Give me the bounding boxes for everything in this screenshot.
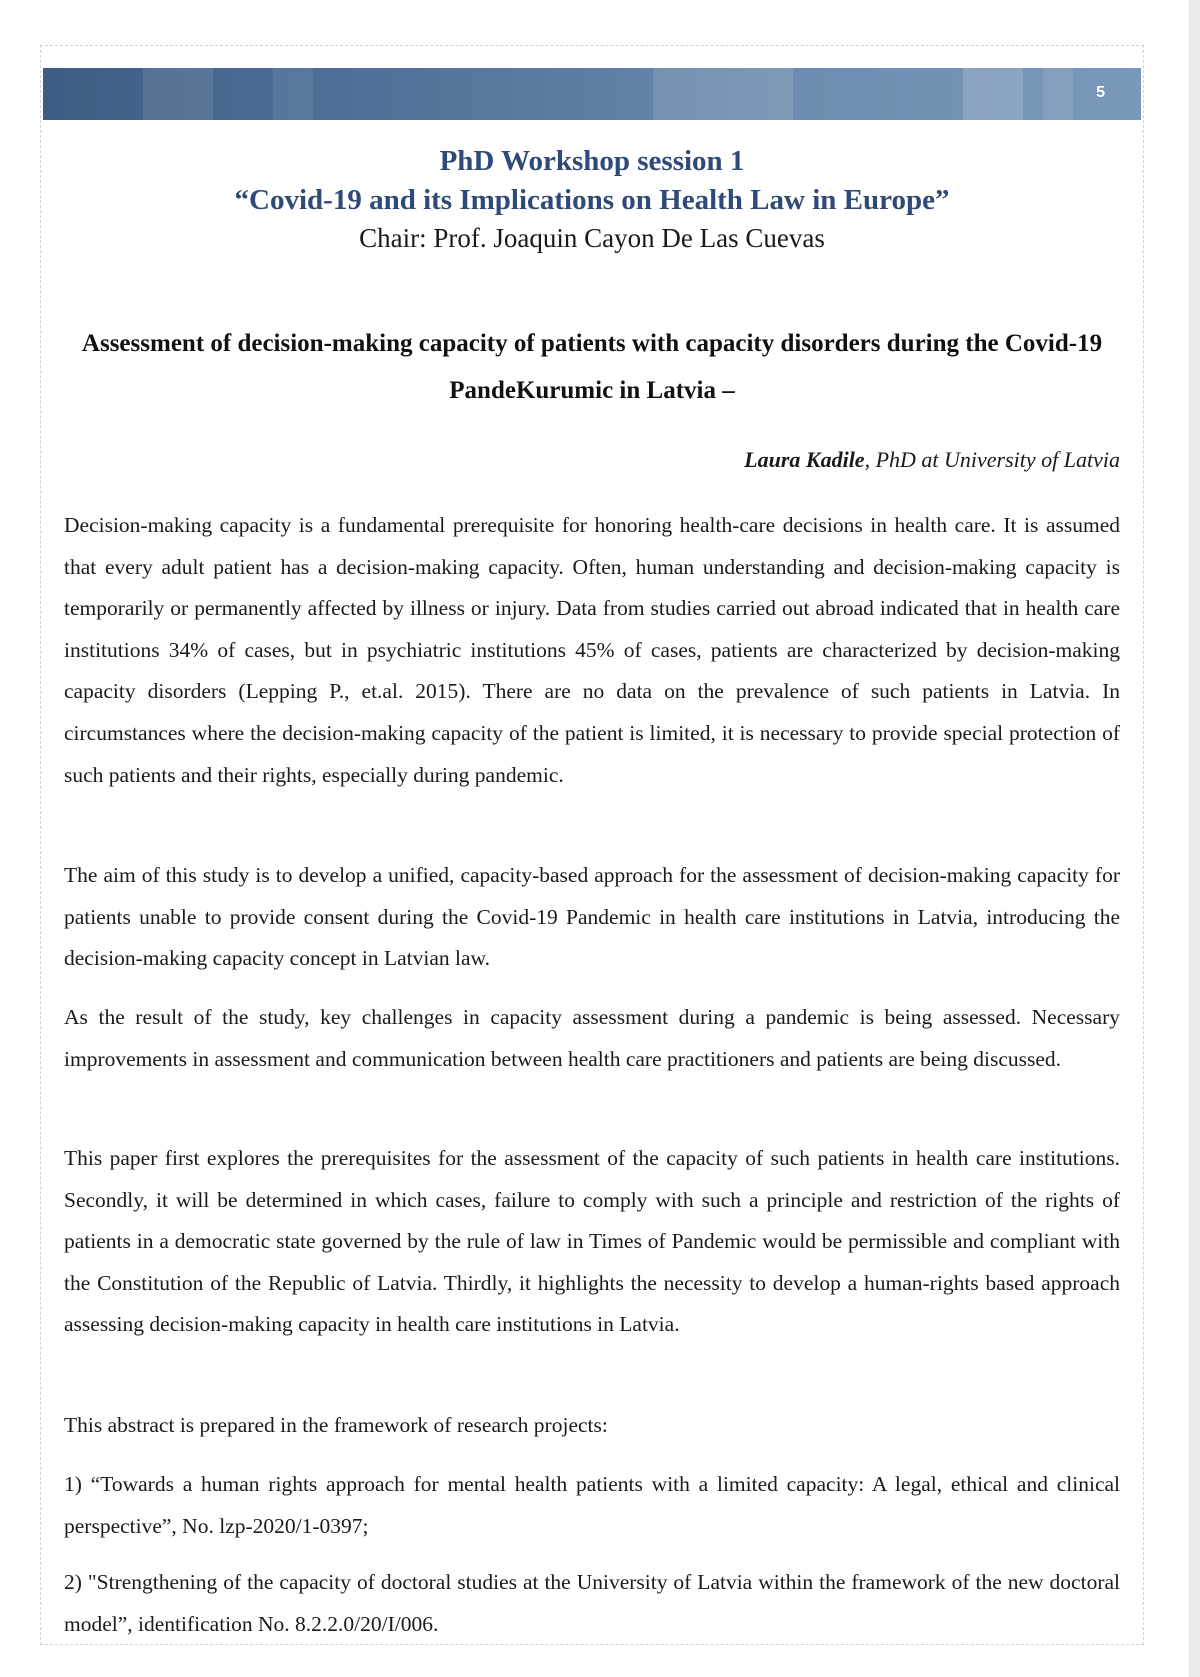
banner-decoration xyxy=(143,68,213,120)
body-paragraph: This paper first explores the prerequisites for the assessment of the capacity of such patients in health care institutions. Secondly, it will be determined in which cases, failure to comply with such a principle and restriction of the rights of patients in a democratic state governed by the rule of law in Times of Pandemic would be permissible and compliant with the Constitution of the Republic of Latvia. Thirdly, it highlights the necessity to develop a human-rights based approach assessing decision-making capacity in health care institutions in Latvia. xyxy=(64,1146,1120,1337)
page-number: 5 xyxy=(1096,84,1105,101)
session-chair: Chair: Prof. Joaquin Cayon De Las Cuevas xyxy=(359,223,825,253)
banner-decoration xyxy=(963,68,1023,120)
session-title: PhD Workshop session 1 xyxy=(439,145,745,177)
author-name: Laura Kadile xyxy=(744,447,865,472)
body-paragraph: Decision-making capacity is a fundamental prerequisite for honoring health-care decisions in health care. It is assumed that every adult patient has a decision-making capacity. Often, human understanding and decision-making capacity is temporarily or permanently affected by illness or injury. Data from studies carried out abroad indicated that in health care institutions 34% of cases, but in psychiatric institutions 45% of cases, patients are characterized by decision-making capacity disorders (Lepping P., et.al. 2015). There are no data on the prevalence of such patients in Latvia. In circumstances where the decision-making capacity of the patient is limited, it is necessary to provide special protection of such patients and their rights, especially during pandemic. xyxy=(64,513,1120,787)
viewer-edge xyxy=(1189,0,1200,1677)
paper-title: Assessment of decision-making capacity of patients with capacity disorders during the Covid-19 PandeKurumic in Latvia – xyxy=(81,330,1103,404)
banner-decoration xyxy=(273,68,313,120)
body-paragraph: As the result of the study, key challenges in capacity assessment during a pandemic is being assessed. Necessary improvements in assessment and communication between health care practitioners and patients are being discussed. xyxy=(64,1005,1120,1071)
author-line xyxy=(744,447,1120,473)
session-subtitle: “Covid-19 and its Implications on Health Law in Europe” xyxy=(234,184,950,216)
project-item: 1) “Towards a human rights approach for mental health patients with a limited capacity: A legal, ethical and clinical perspective”, No. lzp-2020/1-0397; xyxy=(64,1472,1120,1538)
header-banner xyxy=(43,68,1141,120)
body-paragraph: The aim of this study is to develop a unified, capacity-based approach for the assessment of decision-making capacity for patients unable to provide consent during the Covid-19 Pandemic in health care institutions in Latvia, introducing the decision-making capacity concept in Latvian law. xyxy=(64,863,1120,971)
author-affiliation: , PhD at University of Latvia xyxy=(864,447,1120,472)
project-item: 2) "Strengthening of the capacity of doctoral studies at the University of Latvia within the framework of the new doctoral model”, identification No. 8.2.2.0/20/I/006. xyxy=(64,1570,1120,1636)
banner-decoration xyxy=(1043,68,1073,120)
framework-intro: This abstract is prepared in the framework of research projects: xyxy=(64,1413,608,1437)
banner-decoration xyxy=(653,68,793,120)
